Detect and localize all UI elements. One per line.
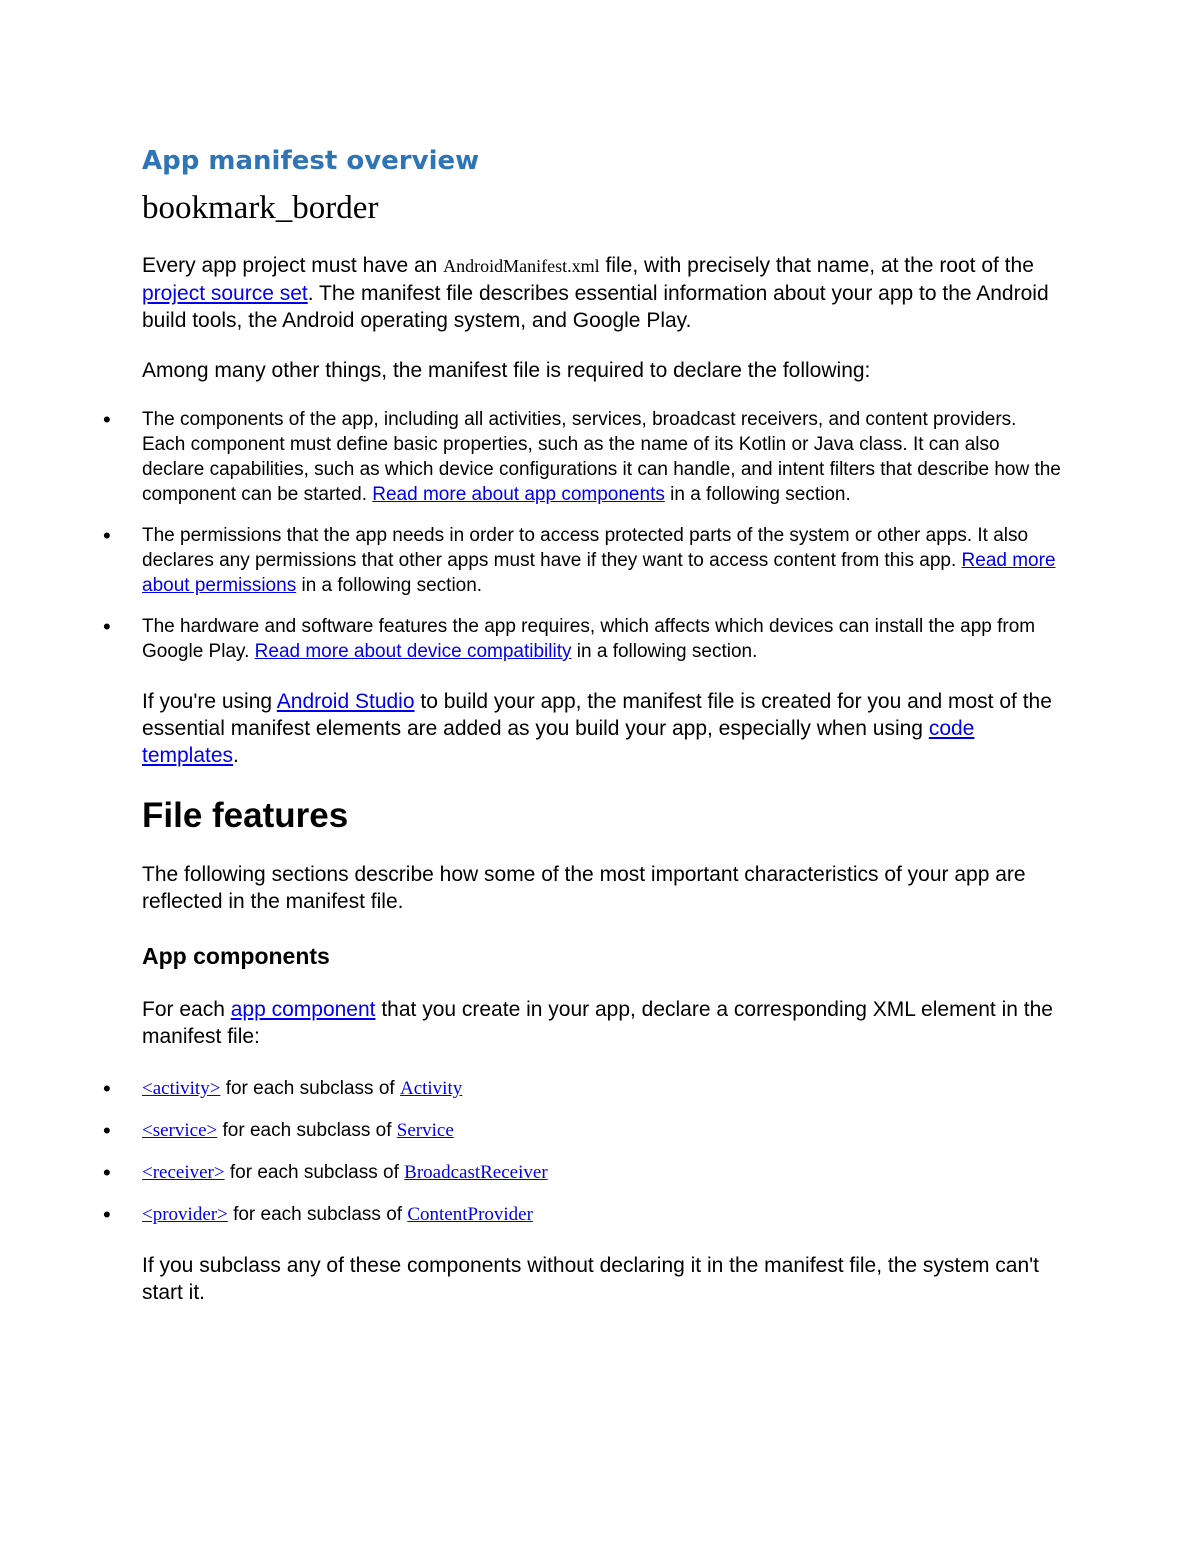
intro-text-a: Every app project must have an [142,254,444,277]
intro-paragraph [142,252,1062,334]
bullet-tail: in a following section. [664,484,851,505]
list-item [103,614,1062,664]
bullet-icon: • [103,1160,111,1185]
provider-tag-link[interactable]: <provider> [142,1204,228,1225]
app-components-heading: App components [142,943,330,969]
bullet-icon: • [103,523,111,548]
tag-mid-text: for each subclass of [220,1078,400,1099]
tag-mid-text: for each subclass of [224,1162,405,1183]
broadcast-receiver-class-link[interactable]: BroadcastReceiver [404,1162,548,1183]
list-item [103,1202,1062,1228]
receiver-tag-link[interactable]: <receiver> [142,1162,225,1183]
studio-text-b: to build your app, the manifest file is created for you and most of the essential manifest elements are added as you build your app, especially when using [142,690,1052,740]
manifest-filename-code: AndroidManifest.xml [443,256,600,276]
tag-mid-text: for each subclass of [227,1204,408,1225]
activity-class-link[interactable]: Activity [399,1078,463,1099]
component-tags-list [103,1076,1062,1228]
app-components-paragraph [142,996,1062,1050]
bullet-icon: • [103,614,111,639]
studio-text-c: . [233,744,239,767]
content-provider-class-link[interactable]: ContentProvider [407,1204,533,1225]
activity-tag-link[interactable]: <activity> [142,1078,221,1099]
android-studio-paragraph [142,688,1062,769]
project-source-set-link[interactable]: project source set [142,282,308,305]
bullet-text: The components of the app, including all activities, services, broadcast receivers, and content providers. Each component must define basic properties, such as the name of its Kotlin or Java class. It can also declare capabilities, such as which device configurations it can handle, and intent filters that describe how the component can be started. [142,409,1061,505]
document-page [103,142,1062,1306]
list-item [103,1076,1062,1102]
tag-mid-text: for each subclass of [217,1120,397,1141]
components-text-a: For each [142,998,231,1021]
service-tag-link[interactable]: <service> [142,1120,218,1141]
closing-paragraph: If you subclass any of these components without declaring it in the manifest file, the system can't start it. [142,1254,1039,1304]
device-compatibility-link[interactable]: Read more about device compatibility [254,641,572,662]
bullet-icon: • [103,1076,111,1101]
bullet-tail: in a following section. [296,575,483,596]
bullet-tail: in a following section. [571,641,758,662]
code-templates-link[interactable]: code templates [142,717,975,767]
bookmark-border-icon[interactable]: bookmark_border [142,190,379,226]
page-title: App manifest overview [142,146,480,176]
intro-text-c: . The manifest file describes essential information about your app to the Android build tools, the Android operating system, and Google Play. [142,282,1049,332]
declarations-list [103,407,1062,664]
bullet-text: The hardware and software features the app requires, which affects which devices can install the app from Google Play. [142,616,1036,662]
file-features-paragraph: The following sections describe how some of the most important characteristics of your app are reflected in the manifest file. [142,863,1026,913]
app-components-link[interactable]: Read more about app components [372,484,665,505]
list-item [103,523,1062,598]
studio-text-a: If you're using [142,690,277,713]
declare-following-paragraph: Among many other things, the manifest file is required to declare the following: [142,359,871,382]
list-item [103,1118,1062,1144]
service-class-link[interactable]: Service [396,1120,454,1141]
bullet-icon: • [103,1118,111,1143]
list-item [103,407,1062,507]
bullet-icon: • [103,407,111,432]
android-studio-link[interactable]: Android Studio [276,690,415,713]
components-text-b: that you create in your app, declare a corresponding XML element in the manifest file: [142,998,1053,1048]
file-features-heading: File features [142,796,349,835]
permissions-link[interactable]: Read more about permissions [142,550,1056,596]
intro-text-b: file, with precisely that name, at the root of the [599,254,1034,277]
list-item [103,1160,1062,1186]
app-component-link[interactable]: app component [230,998,376,1021]
bullet-text: The permissions that the app needs in order to access protected parts of the system or other apps. It also declares any permissions that other apps must have if they want to access content from this app. [142,525,1029,571]
bullet-icon: • [103,1202,111,1227]
